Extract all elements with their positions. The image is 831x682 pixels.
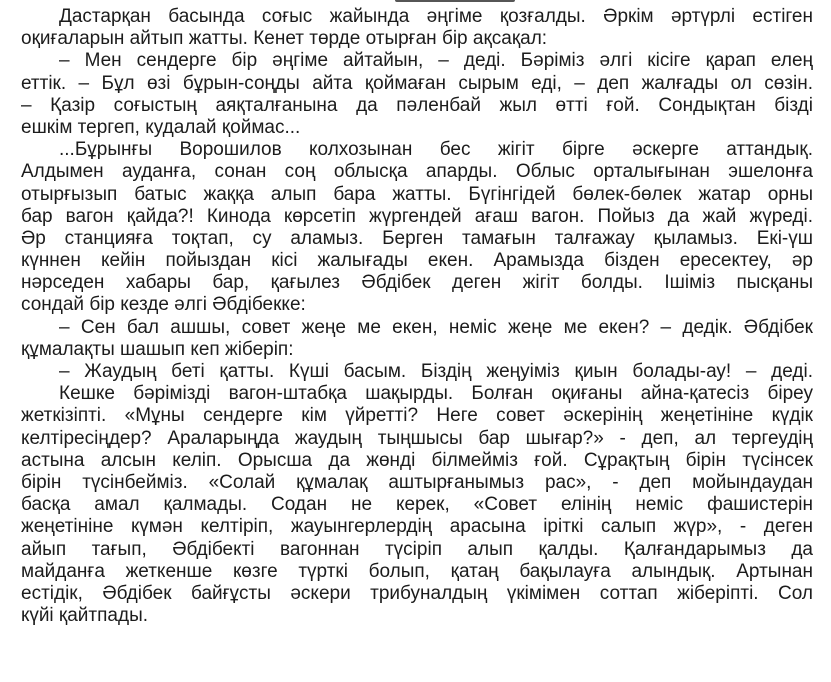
text-line: – Қазір соғыстың аяқталғанына да пәленбай жыл өтті ғой. Сондықтан бізді <box>21 94 813 116</box>
text-line: ...Бұрынғы Ворошилов колхозынан бес жігіт бірге әскерге аттандық. <box>59 139 813 161</box>
text-line: күйі қайтпады. <box>21 605 148 627</box>
text-line: бірін түсінбейміз. «Солай құмалақ аштырғанымыз рас», - деп мойындаудан <box>21 471 813 493</box>
text-line: отырғызып батыс жаққа алып бара жатты. Бүгінгідей бөлек-бөлек жатар орны <box>21 183 813 205</box>
text-line: сондай бір кезде әлгі Әбдібекке: <box>21 294 306 316</box>
text-line: келтіресіңдер? Араларыңда жаудың тыңшысы бар шығар?» - деп, ал тергеудің <box>21 427 813 449</box>
text-line: Дастарқан басында соғыс жайында әңгіме қозғалды. Әркім әртүрлі естіген <box>59 6 813 27</box>
text-line: күннен кейін пойыздан кісі жалығады екен. Арамызда бізден ересектеу, әр <box>21 250 813 272</box>
text-line: Алдымен ауданға, сонан соң облысқа апарды. Облыс орталығынан эшелонға <box>21 161 813 183</box>
text-line: Әр станцияға тоқтап, су аламыз. Берген тамағын талғажау қыламыз. Екі-үш <box>21 227 813 249</box>
text-line: нәрседен хабары бар, қағылез Әбдібек деген жігіт болды. Ішіміз пысқаны <box>21 272 813 294</box>
text-line: – Жаудың беті қатты. Күші басым. Біздің жеңуіміз қиын болады-ау! – деді. <box>59 361 813 382</box>
text-line: – Мен сендерге бір әңгіме айтайын, – деді. Бәріміз әлгі кісіге қарап елең <box>59 50 813 72</box>
text-line: Кешке бәрімізді вагон-штабқа шақырды. Болған оқиғаны айна-қатесіз біреу <box>59 383 813 405</box>
text-line: – Сен бал ашшы, совет жеңе ме екен, неміс жеңе ме екен? – дедік. Әбдібек <box>59 316 813 338</box>
text-line: жеткізіпті. «Мұны сендерге кім үйретті? Неге совет әскерінің жеңетініне күдік <box>21 405 813 427</box>
text-line: басқа амал қалмады. Содан не керек, «Совет елінің неміс фашистерін <box>21 494 813 516</box>
text-line: бар вагон қайда?! Кинода көрсетіп жүргендей ағаш вагон. Пойыз да жай жүреді. <box>21 205 813 227</box>
text-line: айып тағып, Әбдібекті вагоннан түсіріп алып қалды. Қалғандарымыз да <box>21 538 813 560</box>
text-line: естідік, Әбдібек байғұсты әскери трибуналдың үкімімен соттап жіберіпті. Сол <box>21 582 813 604</box>
text-line: майданға жеткенше көзге түрткі болып, қатаң бақылауға алындық. Артынан <box>21 560 813 582</box>
cropped-heading-fragment <box>395 0 515 4</box>
text-line: оқиғаларын айтып жатты. Кенет төрде отырған бір ақсақал: <box>21 28 548 50</box>
text-line: құмалақты шашып кеп жіберіп: <box>21 338 294 360</box>
story-text <box>21 6 813 627</box>
text-line: ешкім тергеп, кудалай қоймас... <box>21 116 301 138</box>
text-line: астына алсын келіп. Орысша да жөнді білмейміз ғой. Сұрақтың бірін түсінсек <box>21 449 813 471</box>
text-line: жеңетініне күмән келтіріп, жауынгерлердің арасына іріткі салып жүр», - деген <box>21 516 813 538</box>
text-line: еттік. – Бұл өзі бұрын-соңды айта қоймаған сырым еді, – деп жалғады ол сөзін. <box>21 72 813 94</box>
